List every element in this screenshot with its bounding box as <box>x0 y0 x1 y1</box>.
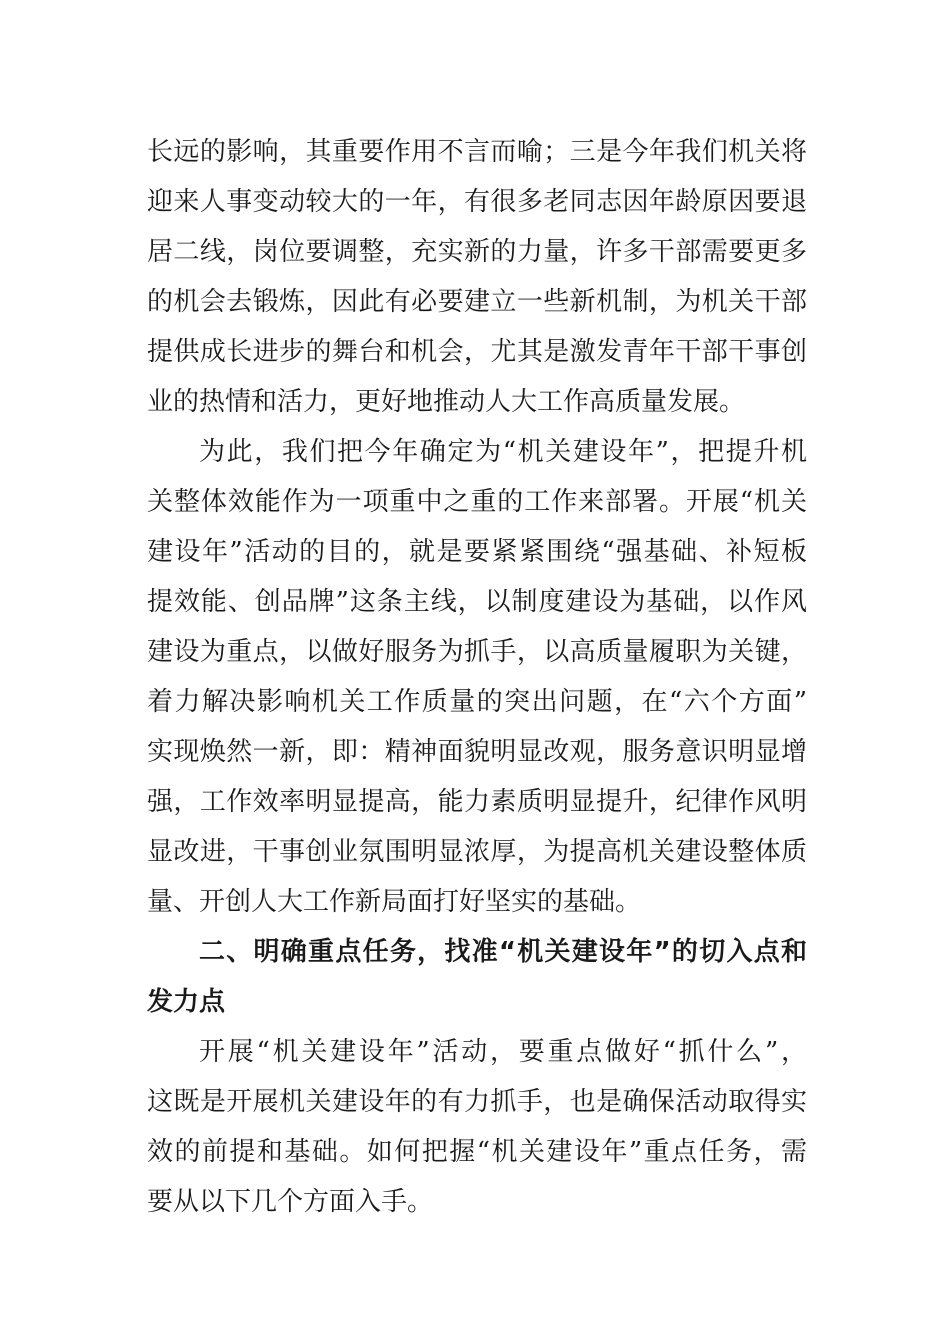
paragraph-2-line-2: 关整体效能作为一项重中之重的工作来部署。开展“机关 <box>147 487 807 517</box>
paragraph-1-line-1: 长远的影响，其重要作用不言而喻；三是今年我们机关将 <box>147 137 807 167</box>
paragraph-1-line-2: 迎来人事变动较大的一年，有很多老同志因年龄原因要退 <box>147 187 807 217</box>
paragraph-3-line-1: 开展“机关建设年”活动，要重点做好“抓什么”， <box>199 1037 807 1067</box>
paragraph-1-line-6: 业的热情和活力，更好地推动人大工作高质量发展。 <box>147 387 746 417</box>
paragraph-2-line-4: 提效能、创品牌”这条主线，以制度建设为基础，以作风 <box>147 587 807 617</box>
paragraph-2-line-6: 着力解决影响机关工作质量的突出问题，在“六个方面” <box>147 687 807 717</box>
section-heading-line-2: 发力点 <box>147 987 226 1017</box>
paragraph-1-line-3: 居二线，岗位要调整，充实新的力量，许多干部需要更多 <box>147 237 807 267</box>
paragraph-3-line-2: 这既是开展机关建设年的有力抓手，也是确保活动取得实 <box>147 1087 807 1117</box>
paragraph-2-line-1: 为此，我们把今年确定为“机关建设年”，把提升机 <box>199 437 807 467</box>
paragraph-3-line-4: 要从以下几个方面入手。 <box>147 1187 434 1217</box>
paragraph-1-line-4: 的机会去锻炼，因此有必要建立一些新机制，为机关干部 <box>147 287 807 317</box>
paragraph-2-line-10: 量、开创人大工作新局面打好坚实的基础。 <box>147 887 642 917</box>
paragraph-2-line-3: 建设年”活动的目的，就是要紧紧围绕“强基础、补短板 <box>147 537 807 567</box>
paragraph-2-line-7: 实现焕然一新，即：精神面貌明显改观，服务意识明显增 <box>147 737 807 767</box>
paragraph-3-line-3: 效的前提和基础。如何把握“机关建设年”重点任务，需 <box>147 1137 807 1167</box>
paragraph-1-line-5: 提供成长进步的舞台和机会，尤其是激发青年干部干事创 <box>147 337 807 367</box>
section-heading-line-1: 二、明确重点任务，找准“机关建设年”的切入点和 <box>199 937 807 967</box>
paragraph-2-line-5: 建设为重点，以做好服务为抓手，以高质量履职为关键， <box>147 637 807 667</box>
paragraph-2-line-9: 显改进，干事创业氛围明显浓厚，为提高机关建设整体质 <box>147 837 807 867</box>
paragraph-2-line-8: 强，工作效率明显提高，能力素质明显提升，纪律作风明 <box>147 787 807 817</box>
